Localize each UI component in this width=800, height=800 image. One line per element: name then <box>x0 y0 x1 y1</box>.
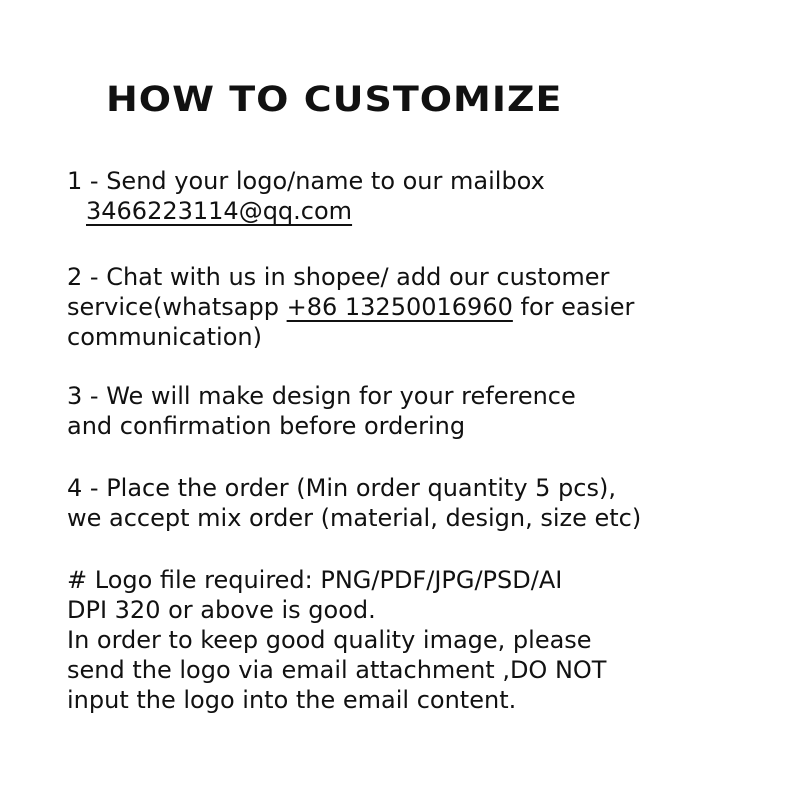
step-1 <box>67 166 545 226</box>
notes-line-1: # Logo file required: PNG/PDF/JPG/PSD/AI <box>67 566 563 594</box>
notes-line-4: send the logo via email attachment ,DO NOT <box>67 656 607 684</box>
step-3-text-line-2: and confirmation before ordering <box>67 412 466 440</box>
step-2-suffix: for easier <box>512 293 635 321</box>
step-2-text-line-1: 2 - Chat with us in shopee/ add our customer <box>67 263 610 291</box>
step-2 <box>67 262 634 352</box>
notes-line-2: DPI 320 or above is good. <box>67 596 376 624</box>
step-2-prefix: service(whatsapp <box>67 293 287 321</box>
notes-line-3: In order to keep good quality image, please <box>67 626 592 654</box>
step-1-text: 1 - Send your logo/name to our mailbox <box>67 167 545 195</box>
step-2-text-line-3: communication) <box>67 323 262 351</box>
step-3-text-line-1: 3 - We will make design for your reference <box>67 382 576 410</box>
page-title: HOW TO CUSTOMIZE <box>106 78 563 120</box>
step-3 <box>67 381 576 441</box>
email-line <box>67 196 545 226</box>
notes-line-5: input the logo into the email content. <box>67 686 517 714</box>
step-4-text-line-2: we accept mix order (material, design, size etc) <box>67 504 642 532</box>
email-link[interactable]: 3466223114@qq.com <box>86 197 353 225</box>
step-2-text-line-2 <box>67 292 634 322</box>
step-4 <box>67 473 641 533</box>
step-4-text-line-1: 4 - Place the order (Min order quantity 5 pcs), <box>67 474 616 502</box>
logo-file-notes <box>67 565 606 715</box>
whatsapp-phone-link[interactable]: +86 13250016960 <box>286 293 513 321</box>
